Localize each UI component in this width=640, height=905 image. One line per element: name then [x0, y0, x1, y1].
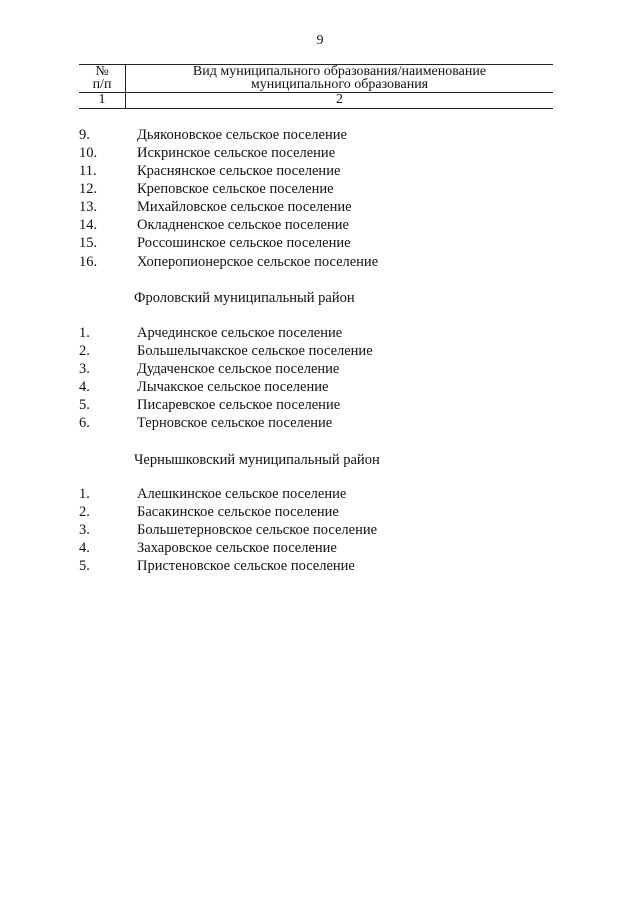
district-heading-frolovsky: Фроловский муниципальный район [134, 290, 355, 306]
item-number: 15. [79, 235, 98, 251]
col-number-header-line1: № [95, 64, 109, 79]
item-name: Большетерновское сельское поселение [137, 522, 378, 538]
item-name: Дьяконовское сельское поселение [137, 127, 347, 143]
item-number: 12. [79, 181, 98, 197]
item-number: 2. [79, 343, 90, 359]
item-number: 3. [79, 361, 90, 377]
item-number: 4. [79, 540, 90, 556]
item-name: Креповское сельское поселение [137, 181, 334, 197]
item-name: Искринское сельское поселение [137, 145, 336, 161]
item-name: Арчединское сельское поселение [137, 325, 343, 341]
item-name: Писаревское сельское поселение [137, 397, 341, 413]
item-number: 1. [79, 325, 90, 341]
item-name: Краснянское сельское поселение [137, 163, 341, 179]
col-name-header-line1: Вид муниципального образования/наименование [192, 64, 487, 79]
item-number: 5. [79, 397, 90, 413]
item-number: 4. [79, 379, 90, 395]
item-number: 1. [79, 486, 90, 502]
item-name: Дудаченское сельское поселение [137, 361, 340, 377]
item-name: Алешкинское сельское поселение [137, 486, 347, 502]
item-name: Лычакское сельское поселение [137, 379, 329, 395]
district-heading-chernyshkovsky: Чернышковский муниципальный район [134, 452, 380, 468]
item-number: 10. [79, 145, 98, 161]
item-name: Россошинское сельское поселение [137, 235, 351, 251]
col-number-index: 1 [98, 92, 106, 107]
item-name: Михайловское сельское поселение [137, 199, 352, 215]
item-name: Захаровское сельское поселение [137, 540, 337, 556]
item-name: Большелычакское сельское поселение [137, 343, 373, 359]
item-number: 11. [79, 163, 97, 179]
item-number: 13. [79, 199, 98, 215]
item-name: Хоперопионерское сельское поселение [137, 254, 379, 270]
item-number: 3. [79, 522, 90, 538]
col-number-header-line2: п/п [92, 77, 112, 92]
item-name: Окладненское сельское поселение [137, 217, 349, 233]
item-number: 5. [79, 558, 90, 574]
item-name: Басакинское сельское поселение [137, 504, 339, 520]
item-number: 9. [79, 127, 90, 143]
table-bottom-border [79, 108, 553, 109]
item-name: Терновское сельское поселение [137, 415, 333, 431]
page-number: 9 [316, 33, 324, 48]
item-number: 14. [79, 217, 98, 233]
col-name-index: 2 [336, 92, 343, 107]
item-number: 16. [79, 254, 98, 270]
item-name: Пристеновское сельское поселение [137, 558, 355, 574]
item-number: 2. [79, 504, 90, 520]
item-number: 6. [79, 415, 90, 431]
col-name-header-line2: муниципального образования [250, 77, 429, 92]
